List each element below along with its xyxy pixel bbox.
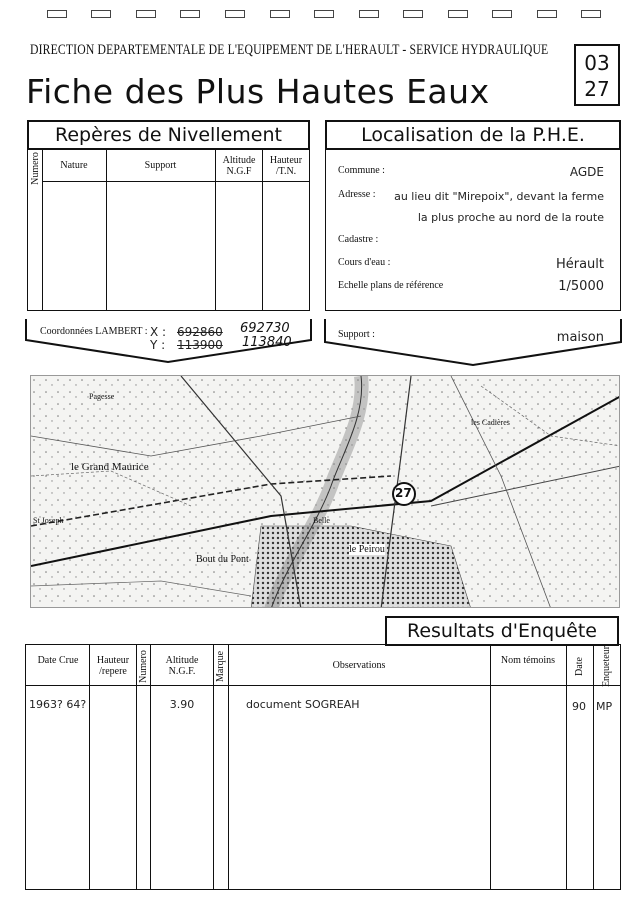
code-line-2: 27 bbox=[584, 77, 610, 101]
resultats-table bbox=[25, 644, 621, 890]
col-numero-wrap bbox=[136, 649, 150, 683]
col-numero: Numero bbox=[137, 649, 149, 683]
col-date-crue: Date Crue bbox=[37, 655, 79, 666]
col-divider bbox=[89, 645, 90, 889]
lambert-label: Coordonnées LAMBERT : bbox=[40, 326, 148, 337]
col-date-wrap bbox=[566, 649, 593, 683]
col-marque: Marque bbox=[215, 650, 227, 682]
map-label-cadieres: les Cadières bbox=[471, 418, 510, 427]
commune-label: Commune : bbox=[338, 165, 385, 176]
header-divider bbox=[26, 685, 620, 686]
col-observations: Observations bbox=[332, 660, 386, 671]
col-divider bbox=[262, 135, 263, 310]
punch-hole bbox=[581, 10, 601, 18]
col-divider bbox=[228, 645, 229, 889]
map-label-bout-du-pont: Bout du Pont bbox=[196, 554, 249, 565]
support-value: maison bbox=[556, 330, 604, 345]
lambert-y-label: Y : bbox=[150, 338, 166, 352]
echelle-label: Echelle plans de référence bbox=[338, 280, 444, 291]
map-label-st-joseph: St Joseph bbox=[33, 516, 64, 525]
lambert-x-label: X : bbox=[150, 325, 167, 339]
map-label-grand-maurice: le Grand Maurice bbox=[71, 461, 149, 473]
row-observations: document SOGREAH bbox=[246, 698, 360, 711]
resultats-title: Resultats d'Enquête bbox=[385, 616, 619, 646]
punch-hole bbox=[314, 10, 334, 18]
col-nature: Nature bbox=[60, 160, 88, 171]
col-marque-wrap bbox=[213, 649, 228, 683]
adresse-line-1: au lieu dit "Mirepoix", devant la ferme bbox=[394, 190, 604, 203]
punch-hole bbox=[537, 10, 557, 18]
sheet-code-box bbox=[574, 44, 620, 106]
cours-value: Hérault bbox=[555, 257, 604, 272]
lambert-x-new: 692730 bbox=[240, 321, 290, 336]
col-divider bbox=[490, 645, 491, 889]
col-nom-temoins: Nom témoins bbox=[500, 655, 556, 666]
punch-hole bbox=[180, 10, 200, 18]
support-label: Support : bbox=[338, 329, 375, 340]
punch-hole bbox=[448, 10, 468, 18]
punch-hole bbox=[270, 10, 290, 18]
col-date: Date bbox=[573, 656, 585, 676]
col-hauteur-repere: Hauteur /repere bbox=[96, 655, 130, 677]
adresse-line-2: la plus proche au nord de la route bbox=[417, 211, 604, 224]
col-numero: Numero bbox=[29, 151, 41, 185]
punch-hole bbox=[492, 10, 512, 18]
reperes-title: Repères de Nivellement bbox=[27, 120, 310, 150]
punch-hole bbox=[403, 10, 423, 18]
col-enqueteur: Enqueteur bbox=[601, 645, 612, 687]
col-divider bbox=[150, 645, 151, 889]
map-marker-label: 27 bbox=[395, 486, 412, 500]
row-date-crue: 1963? 64? bbox=[29, 698, 87, 711]
cours-label: Cours d'eau : bbox=[338, 257, 391, 268]
row-date: 90 bbox=[572, 700, 586, 713]
lambert-y-old: 113900 bbox=[177, 338, 223, 352]
punch-hole bbox=[91, 10, 111, 18]
punch-hole bbox=[225, 10, 245, 18]
row-enqueteur: MP bbox=[596, 700, 613, 713]
punch-hole bbox=[47, 10, 67, 18]
col-support: Support bbox=[144, 160, 177, 171]
col-numero-wrap bbox=[28, 153, 42, 183]
row-altitude: 3.90 bbox=[169, 698, 195, 711]
cadastre-label: Cadastre : bbox=[338, 234, 379, 245]
map-label-belle: Belle bbox=[313, 516, 330, 525]
col-altitude-ngf: Altitude N.G.F. bbox=[165, 655, 199, 677]
col-enqueteur-wrap bbox=[593, 645, 620, 687]
commune-value: AGDE bbox=[569, 165, 604, 179]
col-hauteur: Hauteur /T.N. bbox=[269, 155, 303, 177]
echelle-value: 1/5000 bbox=[558, 279, 604, 294]
adresse-label: Adresse : bbox=[338, 189, 376, 200]
localisation-title: Localisation de la P.H.E. bbox=[325, 120, 621, 150]
punch-hole bbox=[136, 10, 156, 18]
col-divider bbox=[215, 135, 216, 310]
map-label-pagesse: Pagesse bbox=[89, 392, 115, 401]
col-altitude: Altitude N.G.F bbox=[222, 155, 256, 177]
header-divider bbox=[42, 181, 309, 182]
code-line-1: 03 bbox=[584, 51, 610, 75]
organisation-header: DIRECTION DEPARTEMENTALE DE L'EQUIPEMENT DE L'HERAULT - SERVICE HYDRAULIQUE bbox=[30, 42, 549, 58]
location-map bbox=[30, 375, 620, 608]
punch-hole bbox=[359, 10, 379, 18]
map-drawing bbox=[31, 376, 620, 608]
reperes-table bbox=[27, 134, 310, 311]
lambert-x-old: 692860 bbox=[177, 325, 223, 339]
page-title: Fiche des Plus Hautes Eaux bbox=[26, 72, 490, 111]
map-label-peirou: le Peirou bbox=[349, 544, 385, 555]
lambert-y-new: 113840 bbox=[242, 335, 292, 350]
